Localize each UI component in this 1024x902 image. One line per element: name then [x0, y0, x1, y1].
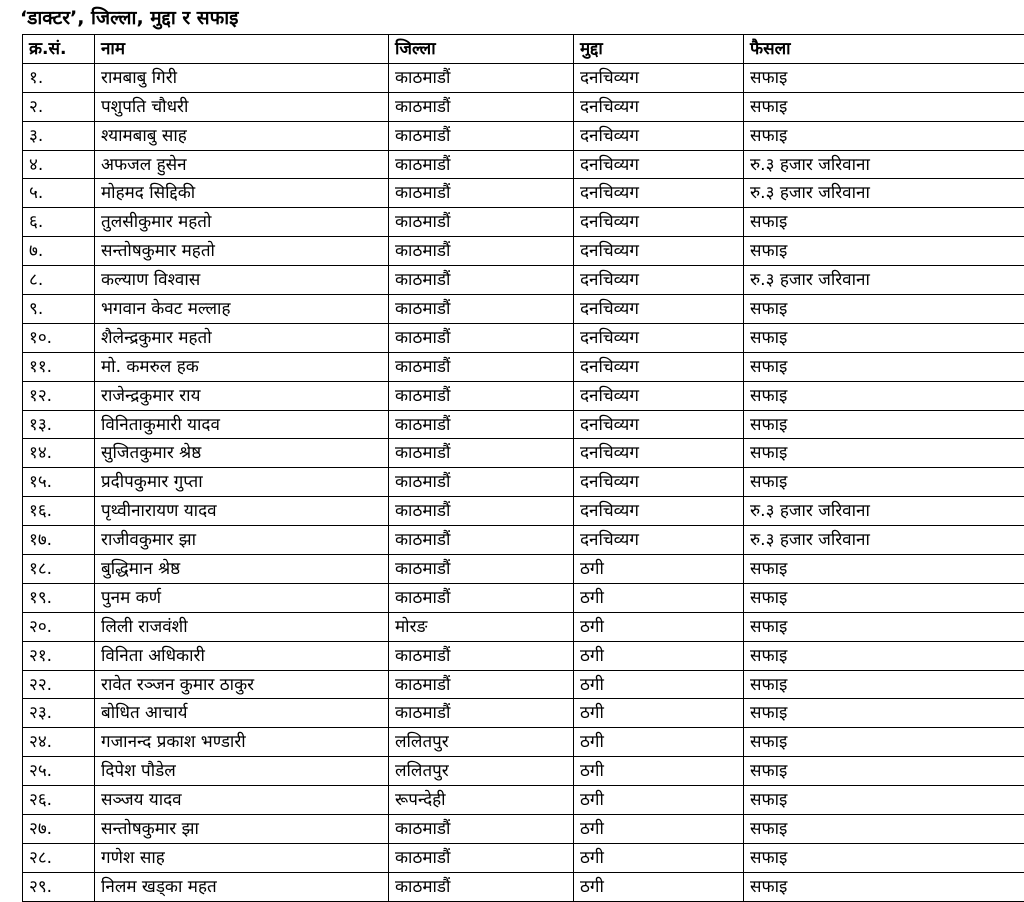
- case-cell: दनचिव्यग: [574, 381, 744, 410]
- verdict-cell: सफाइ: [744, 786, 1024, 815]
- district-cell: काठमाडौं: [389, 295, 574, 324]
- district-cell: ललितपुर: [389, 757, 574, 786]
- name-cell: लिली राजवंशी: [95, 612, 389, 641]
- serial-cell: ४.: [23, 150, 95, 179]
- case-cell: ठगी: [574, 670, 744, 699]
- case-cell: दनचिव्यग: [574, 468, 744, 497]
- serial-cell: २९.: [23, 872, 95, 901]
- header-row: [23, 35, 1024, 64]
- verdict-cell: सफाइ: [744, 728, 1024, 757]
- table-row: [23, 872, 1024, 901]
- header-case: मुद्दा: [574, 35, 744, 64]
- serial-cell: १३.: [23, 410, 95, 439]
- verdict-cell: रु.३ हजार जरिवाना: [744, 179, 1024, 208]
- verdict-cell: सफाइ: [744, 641, 1024, 670]
- table-body: [23, 63, 1024, 901]
- district-cell: काठमाडौं: [389, 381, 574, 410]
- verdict-cell: सफाइ: [744, 555, 1024, 584]
- serial-cell: २.: [23, 92, 95, 121]
- table-row: [23, 757, 1024, 786]
- header-verdict: फैसला: [744, 35, 1024, 64]
- cases-table: [22, 34, 1024, 902]
- verdict-cell: सफाइ: [744, 92, 1024, 121]
- verdict-cell: रु.३ हजार जरिवाना: [744, 497, 1024, 526]
- serial-cell: १८.: [23, 555, 95, 584]
- serial-cell: १९.: [23, 583, 95, 612]
- verdict-cell: सफाइ: [744, 410, 1024, 439]
- district-cell: काठमाडौं: [389, 237, 574, 266]
- district-cell: मोरङ: [389, 612, 574, 641]
- case-cell: ठगी: [574, 786, 744, 815]
- district-cell: काठमाडौं: [389, 555, 574, 584]
- serial-cell: २७.: [23, 815, 95, 844]
- verdict-cell: सफाइ: [744, 872, 1024, 901]
- verdict-cell: सफाइ: [744, 121, 1024, 150]
- name-cell: राजेन्द्रकुमार राय: [95, 381, 389, 410]
- name-cell: पुनम कर्ण: [95, 583, 389, 612]
- serial-cell: १२.: [23, 381, 95, 410]
- district-cell: काठमाडौं: [389, 583, 574, 612]
- header-name: नाम: [95, 35, 389, 64]
- verdict-cell: सफाइ: [744, 670, 1024, 699]
- case-cell: ठगी: [574, 757, 744, 786]
- district-cell: काठमाडौं: [389, 468, 574, 497]
- table-row: [23, 641, 1024, 670]
- district-cell: काठमाडौं: [389, 526, 574, 555]
- serial-cell: ६.: [23, 208, 95, 237]
- case-cell: दनचिव्यग: [574, 63, 744, 92]
- name-cell: कल्याण विश्वास: [95, 266, 389, 295]
- serial-cell: २४.: [23, 728, 95, 757]
- serial-cell: २६.: [23, 786, 95, 815]
- case-cell: दनचिव्यग: [574, 266, 744, 295]
- name-cell: सन्तोषकुमार महतो: [95, 237, 389, 266]
- serial-cell: ८.: [23, 266, 95, 295]
- name-cell: मोहमद सिद्दिकी: [95, 179, 389, 208]
- table-row: [23, 63, 1024, 92]
- name-cell: सन्तोषकुमार झा: [95, 815, 389, 844]
- name-cell: दिपेश पौडेल: [95, 757, 389, 786]
- table-row: [23, 295, 1024, 324]
- case-cell: दनचिव्यग: [574, 208, 744, 237]
- verdict-cell: रु.३ हजार जरिवाना: [744, 266, 1024, 295]
- serial-cell: ३.: [23, 121, 95, 150]
- name-cell: पशुपति चौधरी: [95, 92, 389, 121]
- verdict-cell: सफाइ: [744, 295, 1024, 324]
- case-cell: दनचिव्यग: [574, 526, 744, 555]
- name-cell: रामबाबु गिरी: [95, 63, 389, 92]
- table-row: [23, 150, 1024, 179]
- name-cell: रावेत रञ्जन कुमार ठाकुर: [95, 670, 389, 699]
- case-cell: ठगी: [574, 583, 744, 612]
- district-cell: काठमाडौं: [389, 497, 574, 526]
- district-cell: काठमाडौं: [389, 179, 574, 208]
- district-cell: काठमाडौं: [389, 352, 574, 381]
- verdict-cell: सफाइ: [744, 757, 1024, 786]
- verdict-cell: सफाइ: [744, 63, 1024, 92]
- header-serial: क्र.सं.: [23, 35, 95, 64]
- header-district: जिल्ला: [389, 35, 574, 64]
- table-row: [23, 670, 1024, 699]
- name-cell: विनिताकुमारी यादव: [95, 410, 389, 439]
- district-cell: काठमाडौं: [389, 208, 574, 237]
- table-row: [23, 786, 1024, 815]
- verdict-cell: सफाइ: [744, 843, 1024, 872]
- case-cell: ठगी: [574, 641, 744, 670]
- case-cell: ठगी: [574, 699, 744, 728]
- district-cell: काठमाडौं: [389, 843, 574, 872]
- table-row: [23, 468, 1024, 497]
- case-cell: ठगी: [574, 872, 744, 901]
- name-cell: निलम खड्का महत: [95, 872, 389, 901]
- name-cell: सञ्जय यादव: [95, 786, 389, 815]
- case-cell: दनचिव्यग: [574, 497, 744, 526]
- serial-cell: २०.: [23, 612, 95, 641]
- verdict-cell: सफाइ: [744, 381, 1024, 410]
- table-row: [23, 92, 1024, 121]
- table-row: [23, 381, 1024, 410]
- name-cell: गजानन्द प्रकाश भण्डारी: [95, 728, 389, 757]
- name-cell: बोधित आचार्य: [95, 699, 389, 728]
- serial-cell: २५.: [23, 757, 95, 786]
- verdict-cell: सफाइ: [744, 323, 1024, 352]
- table-row: [23, 121, 1024, 150]
- case-cell: दनचिव्यग: [574, 237, 744, 266]
- district-cell: रूपन्देही: [389, 786, 574, 815]
- district-cell: काठमाडौं: [389, 63, 574, 92]
- verdict-cell: सफाइ: [744, 612, 1024, 641]
- case-cell: ठगी: [574, 555, 744, 584]
- table-row: [23, 266, 1024, 295]
- verdict-cell: सफाइ: [744, 237, 1024, 266]
- verdict-cell: सफाइ: [744, 583, 1024, 612]
- serial-cell: २८.: [23, 843, 95, 872]
- table-row: [23, 497, 1024, 526]
- district-cell: काठमाडौं: [389, 872, 574, 901]
- case-cell: दनचिव्यग: [574, 439, 744, 468]
- table-row: [23, 815, 1024, 844]
- serial-cell: २३.: [23, 699, 95, 728]
- verdict-cell: रु.३ हजार जरिवाना: [744, 150, 1024, 179]
- table-row: [23, 555, 1024, 584]
- case-cell: ठगी: [574, 612, 744, 641]
- case-cell: दनचिव्यग: [574, 323, 744, 352]
- serial-cell: १५.: [23, 468, 95, 497]
- district-cell: काठमाडौं: [389, 670, 574, 699]
- name-cell: भगवान केवट मल्लाह: [95, 295, 389, 324]
- serial-cell: २१.: [23, 641, 95, 670]
- name-cell: बुद्धिमान श्रेष्ठ: [95, 555, 389, 584]
- serial-cell: १.: [23, 63, 95, 92]
- table-row: [23, 410, 1024, 439]
- serial-cell: २२.: [23, 670, 95, 699]
- name-cell: प्रदीपकुमार गुप्ता: [95, 468, 389, 497]
- name-cell: श्यामबाबु साह: [95, 121, 389, 150]
- district-cell: ललितपुर: [389, 728, 574, 757]
- table-row: [23, 843, 1024, 872]
- district-cell: काठमाडौं: [389, 121, 574, 150]
- name-cell: पृथ्वीनारायण यादव: [95, 497, 389, 526]
- table-row: [23, 728, 1024, 757]
- table-row: [23, 612, 1024, 641]
- name-cell: शैलेन्द्रकुमार महतो: [95, 323, 389, 352]
- name-cell: राजीवकुमार झा: [95, 526, 389, 555]
- verdict-cell: सफाइ: [744, 815, 1024, 844]
- verdict-cell: रु.३ हजार जरिवाना: [744, 526, 1024, 555]
- case-cell: ठगी: [574, 815, 744, 844]
- verdict-cell: सफाइ: [744, 439, 1024, 468]
- table-row: [23, 352, 1024, 381]
- case-cell: दनचिव्यग: [574, 150, 744, 179]
- name-cell: सुजितकुमार श्रेष्ठ: [95, 439, 389, 468]
- case-cell: ठगी: [574, 843, 744, 872]
- case-cell: दनचिव्यग: [574, 352, 744, 381]
- table-row: [23, 179, 1024, 208]
- serial-cell: १४.: [23, 439, 95, 468]
- name-cell: गणेश साह: [95, 843, 389, 872]
- table-row: [23, 237, 1024, 266]
- district-cell: काठमाडौं: [389, 266, 574, 295]
- district-cell: काठमाडौं: [389, 439, 574, 468]
- case-cell: दनचिव्यग: [574, 295, 744, 324]
- table-row: [23, 699, 1024, 728]
- table-row: [23, 323, 1024, 352]
- name-cell: तुलसीकुमार महतो: [95, 208, 389, 237]
- district-cell: काठमाडौं: [389, 641, 574, 670]
- case-cell: दनचिव्यग: [574, 179, 744, 208]
- case-cell: दनचिव्यग: [574, 92, 744, 121]
- district-cell: काठमाडौं: [389, 92, 574, 121]
- serial-cell: ९.: [23, 295, 95, 324]
- document-title: ‘डाक्टर’, जिल्ला, मुद्दा र सफाइ: [20, 7, 239, 29]
- serial-cell: १०.: [23, 323, 95, 352]
- table-row: [23, 526, 1024, 555]
- serial-cell: ५.: [23, 179, 95, 208]
- table-row: [23, 208, 1024, 237]
- verdict-cell: सफाइ: [744, 352, 1024, 381]
- district-cell: काठमाडौं: [389, 150, 574, 179]
- district-cell: काठमाडौं: [389, 323, 574, 352]
- verdict-cell: सफाइ: [744, 699, 1024, 728]
- name-cell: अफजल हुसेन: [95, 150, 389, 179]
- table-row: [23, 439, 1024, 468]
- case-cell: दनचिव्यग: [574, 121, 744, 150]
- district-cell: काठमाडौं: [389, 410, 574, 439]
- serial-cell: १६.: [23, 497, 95, 526]
- case-cell: दनचिव्यग: [574, 410, 744, 439]
- serial-cell: १७.: [23, 526, 95, 555]
- district-cell: काठमाडौं: [389, 699, 574, 728]
- case-cell: ठगी: [574, 728, 744, 757]
- verdict-cell: सफाइ: [744, 468, 1024, 497]
- name-cell: मो. कमरुल हक: [95, 352, 389, 381]
- serial-cell: ११.: [23, 352, 95, 381]
- verdict-cell: सफाइ: [744, 208, 1024, 237]
- district-cell: काठमाडौं: [389, 815, 574, 844]
- serial-cell: ७.: [23, 237, 95, 266]
- name-cell: विनिता अधिकारी: [95, 641, 389, 670]
- table-row: [23, 583, 1024, 612]
